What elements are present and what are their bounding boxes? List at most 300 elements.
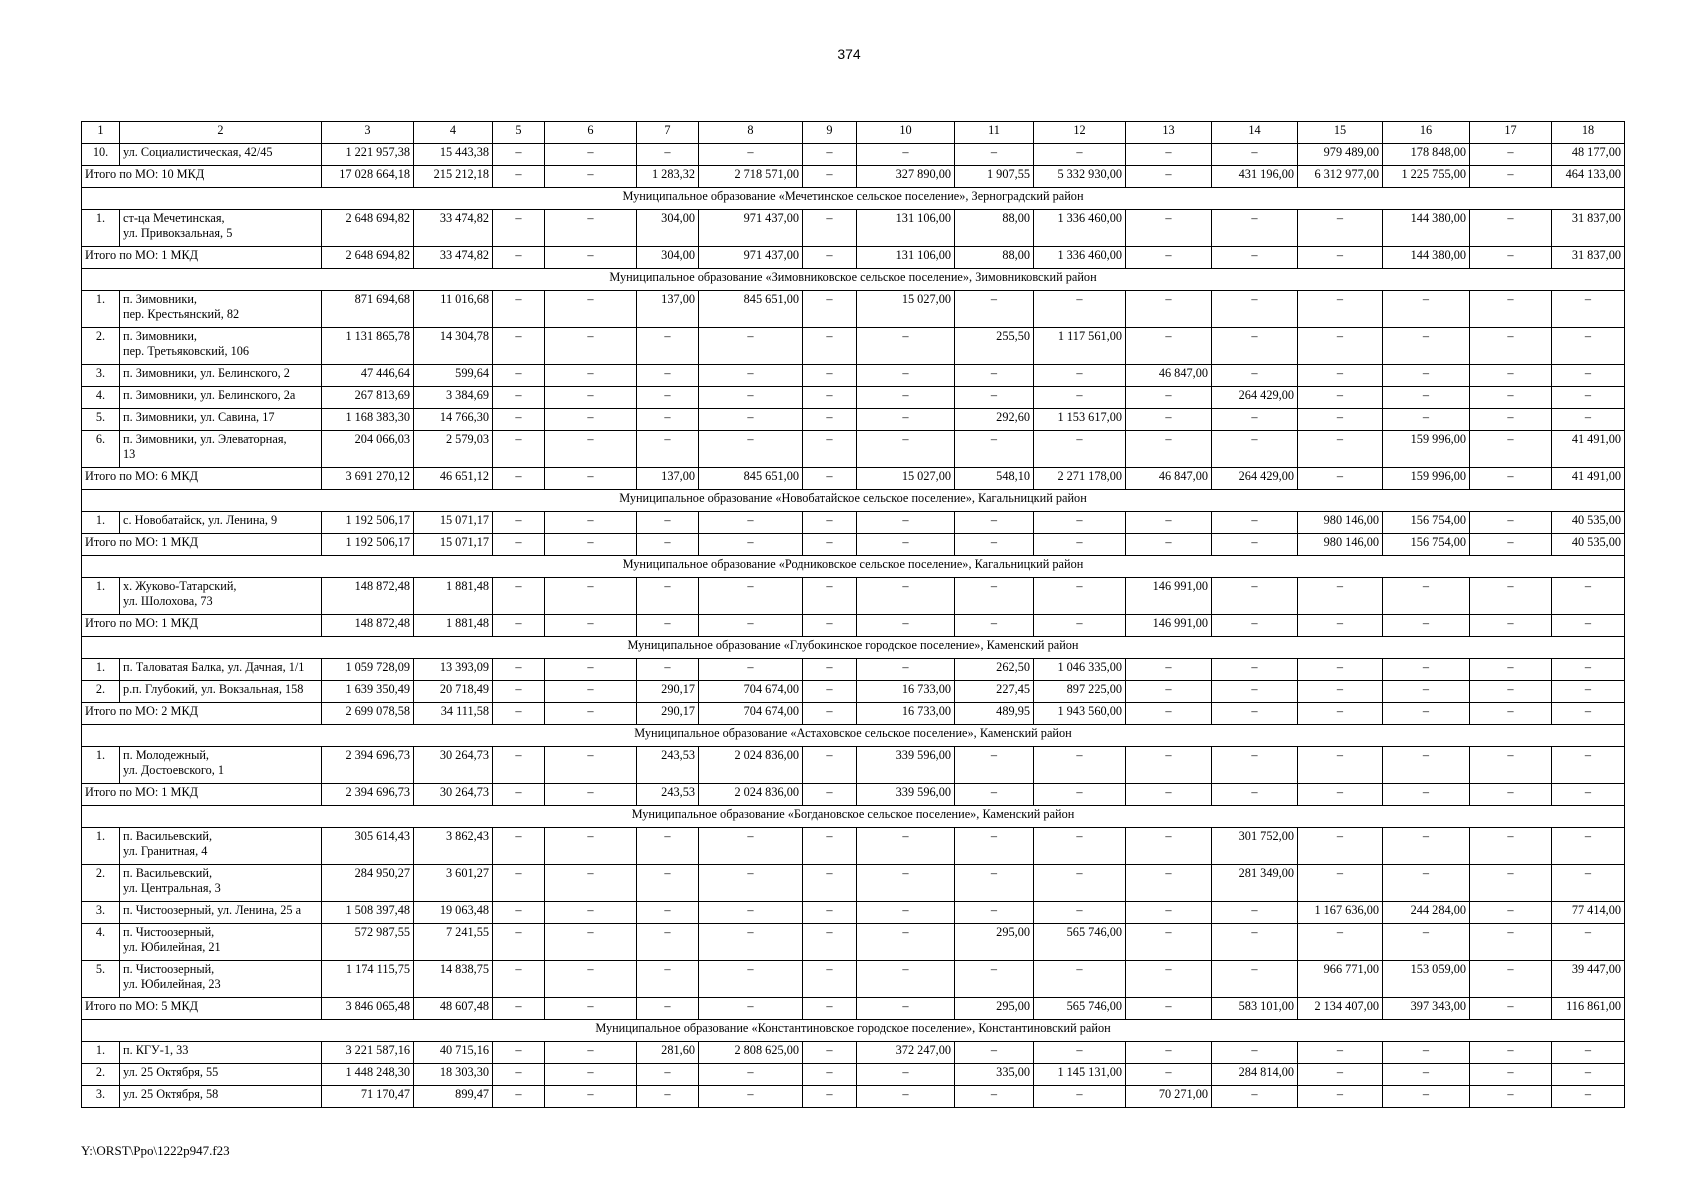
value-cell: –	[545, 144, 637, 166]
value-cell: –	[1383, 291, 1470, 328]
value-cell: –	[803, 166, 857, 188]
section-row	[82, 188, 1625, 210]
row-index: 2.	[82, 681, 120, 703]
value-cell: 290,17	[637, 681, 699, 703]
value-cell: 565 746,00	[1034, 924, 1126, 961]
row-index: 1.	[82, 291, 120, 328]
value-cell: –	[1552, 578, 1625, 615]
value-cell: –	[699, 365, 803, 387]
section-row	[82, 269, 1625, 291]
value-cell: 1 131 865,78	[322, 328, 414, 365]
value-cell: 40 535,00	[1552, 512, 1625, 534]
value-cell: –	[1212, 409, 1298, 431]
value-cell: –	[955, 431, 1034, 468]
value-cell: –	[1212, 534, 1298, 556]
value-cell: 1 225 755,00	[1383, 166, 1470, 188]
value-cell: –	[1470, 166, 1552, 188]
section-row	[82, 490, 1625, 512]
value-cell: –	[1298, 784, 1383, 806]
value-cell: –	[493, 747, 545, 784]
table-row	[82, 961, 1625, 998]
value-cell: –	[1126, 1042, 1212, 1064]
value-cell: –	[493, 387, 545, 409]
value-cell: –	[1298, 703, 1383, 725]
value-cell: –	[857, 365, 955, 387]
value-cell: 3 601,27	[414, 865, 493, 902]
value-cell: 16 733,00	[857, 703, 955, 725]
value-cell: –	[1212, 578, 1298, 615]
value-cell: –	[955, 784, 1034, 806]
value-cell: –	[637, 902, 699, 924]
value-cell: 41 491,00	[1552, 431, 1625, 468]
value-cell: 1 881,48	[414, 578, 493, 615]
value-cell: 980 146,00	[1298, 534, 1383, 556]
section-row	[82, 725, 1625, 747]
value-cell: –	[545, 961, 637, 998]
value-cell: –	[493, 784, 545, 806]
value-cell: –	[1212, 210, 1298, 247]
value-cell: 1 174 115,75	[322, 961, 414, 998]
value-cell: –	[699, 144, 803, 166]
value-cell: –	[1552, 681, 1625, 703]
value-cell: 1 881,48	[414, 615, 493, 637]
value-cell: –	[1126, 247, 1212, 269]
value-cell: –	[1126, 431, 1212, 468]
value-cell: –	[1470, 210, 1552, 247]
value-cell: –	[493, 924, 545, 961]
value-cell: –	[857, 578, 955, 615]
value-cell: –	[545, 578, 637, 615]
value-cell: –	[493, 902, 545, 924]
value-cell: –	[545, 902, 637, 924]
value-cell: –	[1034, 1042, 1126, 1064]
value-cell: –	[857, 865, 955, 902]
section-title: Муниципальное образование «Константиновское городское поселение», Константиновский район	[82, 1020, 1625, 1042]
value-cell: –	[1298, 1086, 1383, 1108]
value-cell: 2 699 078,58	[322, 703, 414, 725]
value-cell: 40 715,16	[414, 1042, 493, 1064]
value-cell: –	[955, 365, 1034, 387]
value-cell: –	[1298, 747, 1383, 784]
value-cell: –	[857, 961, 955, 998]
value-cell: –	[955, 144, 1034, 166]
value-cell: –	[637, 534, 699, 556]
value-cell: –	[857, 409, 955, 431]
row-index: 5.	[82, 409, 120, 431]
value-cell: –	[1034, 961, 1126, 998]
value-cell: –	[1552, 291, 1625, 328]
value-cell: –	[1126, 924, 1212, 961]
value-cell: –	[803, 681, 857, 703]
value-cell: –	[699, 387, 803, 409]
value-cell: –	[803, 512, 857, 534]
row-index: 1.	[82, 747, 120, 784]
value-cell: 1 192 506,17	[322, 534, 414, 556]
value-cell: 14 838,75	[414, 961, 493, 998]
column-header: 1	[82, 122, 120, 144]
row-index: 4.	[82, 387, 120, 409]
value-cell: 11 016,68	[414, 291, 493, 328]
value-cell: –	[493, 431, 545, 468]
total-label: Итого по МО: 1 МКД	[82, 534, 322, 556]
value-cell: –	[803, 468, 857, 490]
value-cell: –	[699, 578, 803, 615]
value-cell: –	[699, 409, 803, 431]
value-cell: 1 046 335,00	[1034, 659, 1126, 681]
value-cell: –	[637, 365, 699, 387]
value-cell: –	[803, 328, 857, 365]
value-cell: 88,00	[955, 210, 1034, 247]
value-cell: –	[1126, 681, 1212, 703]
value-cell: –	[1383, 659, 1470, 681]
value-cell: 845 651,00	[699, 468, 803, 490]
value-cell: –	[1552, 924, 1625, 961]
value-cell: –	[1470, 144, 1552, 166]
value-cell: –	[1298, 409, 1383, 431]
value-cell: –	[1126, 534, 1212, 556]
value-cell: –	[955, 512, 1034, 534]
table-row	[82, 828, 1625, 865]
value-cell: 131 106,00	[857, 247, 955, 269]
value-cell: –	[1552, 865, 1625, 902]
value-cell: 244 284,00	[1383, 902, 1470, 924]
value-cell: –	[637, 924, 699, 961]
value-cell: 292,60	[955, 409, 1034, 431]
value-cell: –	[1470, 409, 1552, 431]
value-cell: 1 059 728,09	[322, 659, 414, 681]
value-cell: –	[803, 291, 857, 328]
value-cell: 227,45	[955, 681, 1034, 703]
value-cell: 971 437,00	[699, 247, 803, 269]
value-cell: –	[1470, 703, 1552, 725]
column-header: 8	[699, 122, 803, 144]
value-cell: 14 304,78	[414, 328, 493, 365]
value-cell: 304,00	[637, 210, 699, 247]
value-cell: –	[1298, 291, 1383, 328]
value-cell: 281,60	[637, 1042, 699, 1064]
value-cell: –	[637, 865, 699, 902]
value-cell: 2 394 696,73	[322, 784, 414, 806]
value-cell: –	[1470, 865, 1552, 902]
value-cell: 137,00	[637, 291, 699, 328]
value-cell: –	[857, 1064, 955, 1086]
value-cell: –	[1470, 534, 1552, 556]
value-cell: 431 196,00	[1212, 166, 1298, 188]
value-cell: –	[493, 328, 545, 365]
value-cell: –	[1126, 659, 1212, 681]
value-cell: –	[1552, 365, 1625, 387]
row-index: 5.	[82, 961, 120, 998]
value-cell: 204 066,03	[322, 431, 414, 468]
value-cell: 3 691 270,12	[322, 468, 414, 490]
value-cell: 2 648 694,82	[322, 247, 414, 269]
value-cell: –	[493, 291, 545, 328]
row-index: 2.	[82, 1064, 120, 1086]
column-header: 11	[955, 122, 1034, 144]
value-cell: 131 106,00	[857, 210, 955, 247]
value-cell: 148 872,48	[322, 615, 414, 637]
table-row	[82, 865, 1625, 902]
value-cell: 1 943 560,00	[1034, 703, 1126, 725]
value-cell: –	[699, 431, 803, 468]
value-cell: –	[493, 681, 545, 703]
value-cell: –	[803, 784, 857, 806]
table-row	[82, 924, 1625, 961]
value-cell: 47 446,64	[322, 365, 414, 387]
value-cell: –	[1470, 828, 1552, 865]
column-header: 10	[857, 122, 955, 144]
value-cell: –	[1470, 784, 1552, 806]
table-row	[82, 328, 1625, 365]
value-cell: –	[699, 902, 803, 924]
value-cell: –	[803, 144, 857, 166]
page-number: 374	[837, 46, 861, 62]
value-cell: 33 474,82	[414, 247, 493, 269]
value-cell: –	[1212, 924, 1298, 961]
table-row	[82, 1042, 1625, 1064]
value-cell: 2 648 694,82	[322, 210, 414, 247]
value-cell: –	[493, 615, 545, 637]
value-cell: –	[637, 998, 699, 1020]
value-cell: –	[1212, 703, 1298, 725]
value-cell: 39 447,00	[1552, 961, 1625, 998]
value-cell: –	[1212, 291, 1298, 328]
value-cell: 980 146,00	[1298, 512, 1383, 534]
address-cell: ул. 25 Октября, 55	[120, 1064, 322, 1086]
row-index: 3.	[82, 902, 120, 924]
table-row	[82, 365, 1625, 387]
value-cell: –	[955, 534, 1034, 556]
value-cell: –	[1470, 1086, 1552, 1108]
value-cell: –	[803, 534, 857, 556]
total-row	[82, 784, 1625, 806]
value-cell: –	[1552, 828, 1625, 865]
total-row	[82, 247, 1625, 269]
value-cell: –	[1126, 210, 1212, 247]
row-index: 4.	[82, 924, 120, 961]
value-cell: 215 212,18	[414, 166, 493, 188]
value-cell: 284 814,00	[1212, 1064, 1298, 1086]
value-cell: –	[545, 1042, 637, 1064]
value-cell: 2 579,03	[414, 431, 493, 468]
value-cell: 1 192 506,17	[322, 512, 414, 534]
address-cell: п. Зимовники, ул. Элеваторная, 13	[120, 431, 322, 468]
value-cell: –	[803, 659, 857, 681]
value-cell: 1 153 617,00	[1034, 409, 1126, 431]
value-cell: 397 343,00	[1383, 998, 1470, 1020]
address-cell: р.п. Глубокий, ул. Вокзальная, 158	[120, 681, 322, 703]
value-cell: 284 950,27	[322, 865, 414, 902]
value-cell: 2 024 836,00	[699, 747, 803, 784]
section-title: Муниципальное образование «Родниковское сельское поселение», Кагальницкий район	[82, 556, 1625, 578]
value-cell: –	[1034, 144, 1126, 166]
value-cell: 46 847,00	[1126, 365, 1212, 387]
value-cell: –	[1470, 365, 1552, 387]
total-label: Итого по МО: 1 МКД	[82, 615, 322, 637]
value-cell: 144 380,00	[1383, 210, 1470, 247]
value-cell: –	[493, 1086, 545, 1108]
value-cell: –	[1383, 1064, 1470, 1086]
value-cell: –	[699, 961, 803, 998]
value-cell: –	[637, 512, 699, 534]
value-cell: –	[493, 409, 545, 431]
value-cell: –	[493, 578, 545, 615]
value-cell: 19 063,48	[414, 902, 493, 924]
value-cell: –	[1298, 865, 1383, 902]
value-cell: –	[1126, 961, 1212, 998]
value-cell: –	[1298, 365, 1383, 387]
value-cell: –	[1470, 328, 1552, 365]
table-body	[82, 122, 1625, 1108]
value-cell: –	[803, 365, 857, 387]
value-cell: 966 771,00	[1298, 961, 1383, 998]
value-cell: 5 332 930,00	[1034, 166, 1126, 188]
value-cell: –	[637, 1086, 699, 1108]
value-cell: 281 349,00	[1212, 865, 1298, 902]
value-cell: 30 264,73	[414, 784, 493, 806]
column-header: 15	[1298, 122, 1383, 144]
value-cell: –	[803, 578, 857, 615]
value-cell: –	[857, 328, 955, 365]
value-cell: –	[955, 578, 1034, 615]
value-cell: –	[1212, 615, 1298, 637]
value-cell: –	[955, 865, 1034, 902]
value-cell: –	[1212, 365, 1298, 387]
value-cell: 264 429,00	[1212, 468, 1298, 490]
value-cell: 15 027,00	[857, 291, 955, 328]
value-cell: 899,47	[414, 1086, 493, 1108]
value-cell: 339 596,00	[857, 784, 955, 806]
value-cell: 1 221 957,38	[322, 144, 414, 166]
value-cell: –	[545, 166, 637, 188]
value-cell: 1 907,55	[955, 166, 1034, 188]
total-row	[82, 534, 1625, 556]
value-cell: –	[545, 431, 637, 468]
value-cell: –	[493, 534, 545, 556]
value-cell: 77 414,00	[1552, 902, 1625, 924]
table-row	[82, 291, 1625, 328]
value-cell: –	[857, 659, 955, 681]
value-cell: 156 754,00	[1383, 534, 1470, 556]
value-cell: –	[803, 615, 857, 637]
value-cell: –	[637, 409, 699, 431]
value-cell: 871 694,68	[322, 291, 414, 328]
value-cell: –	[545, 615, 637, 637]
value-cell: –	[1034, 578, 1126, 615]
value-cell: –	[1212, 431, 1298, 468]
value-cell: –	[699, 828, 803, 865]
value-cell: –	[1552, 1086, 1625, 1108]
value-cell: –	[1034, 865, 1126, 902]
value-cell: –	[637, 431, 699, 468]
value-cell: –	[493, 210, 545, 247]
value-cell: –	[1383, 1042, 1470, 1064]
value-cell: 15 071,17	[414, 534, 493, 556]
row-index: 1.	[82, 512, 120, 534]
value-cell: –	[1126, 703, 1212, 725]
value-cell: 599,64	[414, 365, 493, 387]
total-row	[82, 703, 1625, 725]
value-cell: –	[1552, 615, 1625, 637]
value-cell: 305 614,43	[322, 828, 414, 865]
value-cell: 2 024 836,00	[699, 784, 803, 806]
value-cell: 301 752,00	[1212, 828, 1298, 865]
value-cell: –	[803, 747, 857, 784]
section-row	[82, 1020, 1625, 1042]
value-cell: –	[1034, 747, 1126, 784]
value-cell: 46 847,00	[1126, 468, 1212, 490]
address-cell: х. Жуково-Татарский, ул. Шолохова, 73	[120, 578, 322, 615]
value-cell: –	[803, 409, 857, 431]
value-cell: –	[1552, 784, 1625, 806]
value-cell: –	[1470, 431, 1552, 468]
table-row	[82, 659, 1625, 681]
value-cell: –	[803, 210, 857, 247]
value-cell: 290,17	[637, 703, 699, 725]
value-cell: –	[1470, 961, 1552, 998]
value-cell: –	[1298, 924, 1383, 961]
value-cell: –	[493, 144, 545, 166]
value-cell: –	[637, 387, 699, 409]
value-cell: –	[1212, 1042, 1298, 1064]
value-cell: –	[1034, 431, 1126, 468]
row-index: 1.	[82, 1042, 120, 1064]
column-header: 17	[1470, 122, 1552, 144]
value-cell: –	[493, 865, 545, 902]
value-cell: 153 059,00	[1383, 961, 1470, 998]
value-cell: –	[1034, 512, 1126, 534]
value-cell: 704 674,00	[699, 681, 803, 703]
value-cell: –	[1552, 1042, 1625, 1064]
value-cell: –	[803, 1086, 857, 1108]
address-cell: с. Новобатайск, ул. Ленина, 9	[120, 512, 322, 534]
address-cell: п. Чистоозерный, ул. Юбилейная, 21	[120, 924, 322, 961]
value-cell: 3 846 065,48	[322, 998, 414, 1020]
table-row	[82, 681, 1625, 703]
total-row	[82, 468, 1625, 490]
address-cell: п. Зимовники, ул. Белинского, 2а	[120, 387, 322, 409]
value-cell: 148 872,48	[322, 578, 414, 615]
value-cell: –	[1470, 578, 1552, 615]
value-cell: –	[493, 512, 545, 534]
table-row	[82, 409, 1625, 431]
row-index: 1.	[82, 828, 120, 865]
section-row	[82, 806, 1625, 828]
value-cell: –	[1212, 902, 1298, 924]
value-cell: 489,95	[955, 703, 1034, 725]
value-cell: –	[1298, 328, 1383, 365]
value-cell: –	[1470, 247, 1552, 269]
value-cell: –	[1470, 615, 1552, 637]
data-table	[81, 121, 1625, 1108]
value-cell: 15 027,00	[857, 468, 955, 490]
address-cell: п. Зимовники, ул. Белинского, 2	[120, 365, 322, 387]
value-cell: –	[1383, 365, 1470, 387]
value-cell: –	[1298, 578, 1383, 615]
address-cell: п. Васильевский, ул. Центральная, 3	[120, 865, 322, 902]
value-cell: –	[699, 534, 803, 556]
value-cell: –	[545, 681, 637, 703]
value-cell: –	[1126, 328, 1212, 365]
address-cell: ст-ца Мечетинская, ул. Привокзальная, 5	[120, 210, 322, 247]
value-cell: –	[1470, 291, 1552, 328]
value-cell: 146 991,00	[1126, 578, 1212, 615]
value-cell: –	[1298, 828, 1383, 865]
value-cell: –	[955, 828, 1034, 865]
value-cell: –	[493, 247, 545, 269]
column-header: 6	[545, 122, 637, 144]
value-cell: 178 848,00	[1383, 144, 1470, 166]
